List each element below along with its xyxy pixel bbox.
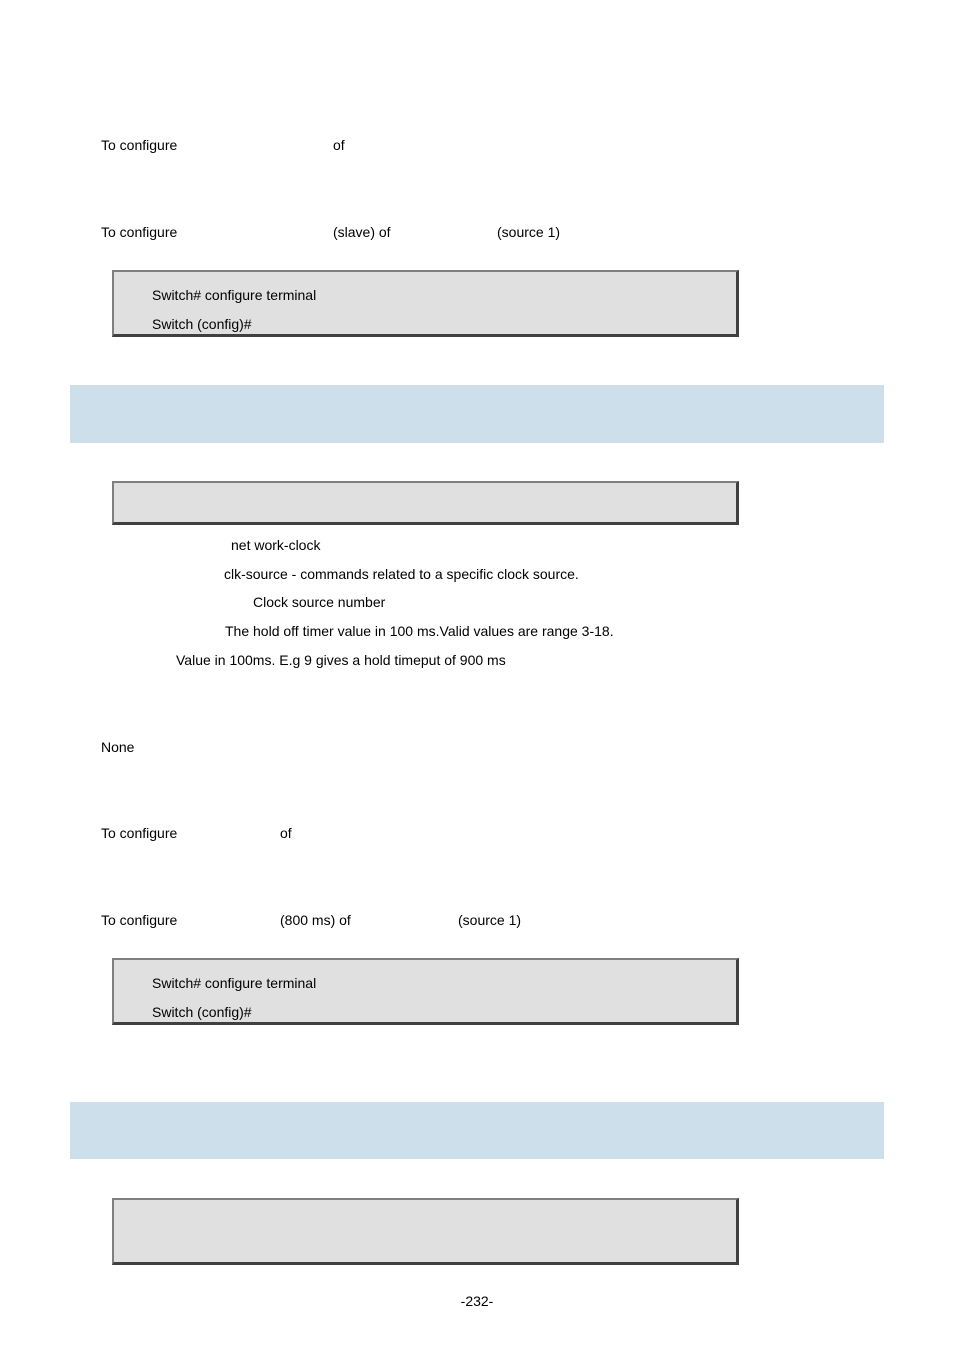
code-line: Switch# configure terminal: [152, 287, 317, 303]
param-value-note: Value in 100ms. E.g 9 gives a hold timeput of 900 ms: [176, 652, 506, 668]
command-syntax-box: [112, 1198, 739, 1265]
param-hold-off: The hold off timer value in 100 ms.Valid values are range 3-18.: [225, 623, 614, 639]
section-heading-band: [70, 1102, 884, 1159]
example-slave-of: (slave) of: [333, 224, 391, 240]
command-syntax-box: [112, 481, 739, 525]
usage-lead: To configure: [101, 137, 178, 153]
example-800ms-of: (800 ms) of: [280, 912, 351, 928]
param-source-number: Clock source number: [253, 594, 386, 610]
usage-of: of: [280, 825, 292, 841]
param-clk-source: clk-source - commands related to a specific clock source.: [224, 566, 579, 582]
usage-of: of: [333, 137, 345, 153]
code-example-box: [112, 270, 739, 337]
example-source: (source 1): [458, 912, 522, 928]
page-number: -232-: [460, 1293, 494, 1309]
code-example-box: [112, 958, 739, 1025]
code-line: Switch# configure terminal: [152, 975, 317, 991]
code-line: Switch (config)#: [152, 316, 252, 332]
code-line: Switch (config)#: [152, 1004, 252, 1020]
example-source: (source 1): [497, 224, 561, 240]
default-value: None: [101, 739, 135, 755]
section-heading-band: [70, 385, 884, 443]
param-network-clock: net work-clock: [231, 537, 321, 553]
example-lead: To configure: [101, 224, 178, 240]
usage-lead: To configure: [101, 825, 178, 841]
example-lead: To configure: [101, 912, 178, 928]
